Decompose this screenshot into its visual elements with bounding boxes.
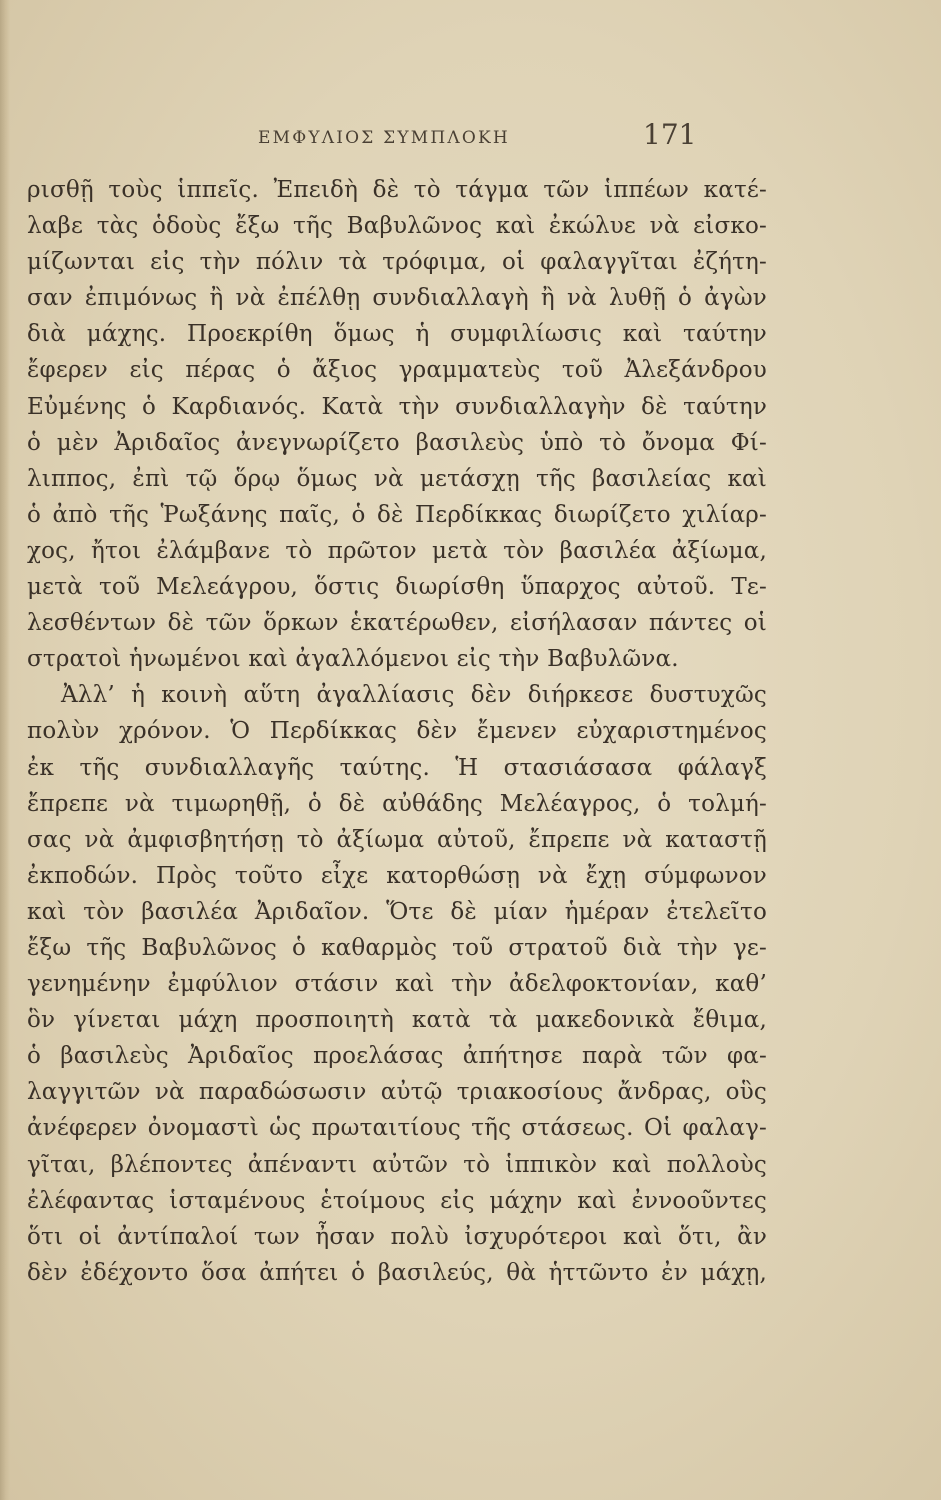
text-line: ρισθῇ τοὺς ἱππεῖς. Ἐπειδὴ δὲ τὸ τάγμα τῶν ἱππέων κατέ- xyxy=(27,177,767,203)
text-line: διὰ μάχης. Προεκρίθη ὅμως ἡ συμφιλίωσις καὶ ταύτην xyxy=(27,321,767,348)
text-line: ὃν γίνεται μάχη προσποιητὴ κατὰ τὰ μακεδονικὰ ἔθιμα, xyxy=(27,1007,767,1034)
text-line: λεσθέντων δὲ τῶν ὅρκων ἑκατέρωθεν, εἰσήλασαν πάντες οἱ xyxy=(27,610,767,637)
text-line: δὲν ἐδέχοντο ὅσα ἀπήτει ὁ βασιλεύς, θὰ ἡττῶντο ἐν μάχῃ, xyxy=(27,1259,767,1286)
text-line: σας νὰ ἀμφισβητήσῃ τὸ ἀξίωμα αὐτοῦ, ἔπρεπε νὰ καταστῇ xyxy=(27,826,767,853)
text-line: ἀνέφερεν ὀνομαστὶ ὡς πρωταιτίους τῆς στάσεως. Οἱ φαλαγ- xyxy=(27,1115,767,1142)
text-line: γενημένην ἐμφύλιον στάσιν καὶ τὴν ἀδελφοκτονίαν, καθ’ xyxy=(27,971,767,998)
text-line: καὶ τὸν βασιλέα Ἀριδαῖον. Ὅτε δὲ μίαν ἡμέραν ἐτελεῖτο xyxy=(27,898,767,925)
text-line: μετὰ τοῦ Μελεάγρου, ὅστις διωρίσθη ὕπαρχος αὐτοῦ. Τε- xyxy=(27,574,767,601)
text-line: χος, ἤτοι ἐλάμβανε τὸ πρῶτον μετὰ τὸν βασιλέα ἀξίωμα, xyxy=(27,537,767,564)
page-number: 171 xyxy=(643,118,697,151)
text-line: στρατοὶ ἡνωμένοι καὶ ἀγαλλόμενοι εἰς τὴν Βαβυλῶνα. xyxy=(27,646,679,673)
text-line: λαβε τὰς ὁδοὺς ἔξω τῆς Βαβυλῶνος καὶ ἐκώλυε νὰ εἰσκο- xyxy=(27,213,767,240)
text-line: ἐκποδών. Πρὸς τοῦτο εἶχε κατορθώσῃ νὰ ἔχῃ σύμφωνον xyxy=(27,862,767,889)
text-line: λαγγιτῶν νὰ παραδώσωσιν αὐτῷ τριακοσίους ἄνδρας, οὓς xyxy=(27,1079,767,1106)
text-line: ἐκ τῆς συνδιαλλαγῆς ταύτης. Ἡ στασιάσασα φάλαγξ xyxy=(27,754,767,781)
text-line-paragraph-start: Ἀλλ’ ἡ κοινὴ αὕτη ἀγαλλίασις δὲν διήρκεσε δυστυχῶς xyxy=(61,682,767,709)
text-line: ὅτι οἱ ἀντίπαλοί των ἦσαν πολὺ ἰσχυρότεροι καὶ ὅτι, ἂν xyxy=(27,1223,767,1250)
text-line: ὁ βασιλεὺς Ἀριδαῖος προελάσας ἀπήτησε παρὰ τῶν φα- xyxy=(27,1043,767,1070)
text-line: μίζωνται εἰς τὴν πόλιν τὰ τρόφιμα, οἱ φαλαγγῖται ἐζήτη- xyxy=(27,249,767,276)
page-edge-shadow xyxy=(0,0,10,1500)
text-line: ἔξω τῆς Βαβυλῶνος ὁ καθαρμὸς τοῦ στρατοῦ διὰ τὴν γε- xyxy=(27,934,767,961)
text-line: σαν ἐπιμόνως ἢ νὰ ἐπέλθῃ συνδιαλλαγὴ ἢ νὰ λυθῇ ὁ ἀγὼν xyxy=(27,285,767,312)
text-line: Εὐμένης ὁ Καρδιανός. Κατὰ τὴν συνδιαλλαγὴν δὲ ταύτην xyxy=(27,393,767,420)
text-line: ὁ ἀπὸ τῆς Ῥωξάνης παῖς, ὁ δὲ Περδίκκας διωρίζετο χιλίαρ- xyxy=(27,501,767,528)
text-line: πολὺν χρόνον. Ὁ Περδίκκας δὲν ἔμενεν εὐχαριστημένος xyxy=(27,718,767,745)
running-head: ΕΜΦΥΛΙΟΣ ΣΥΜΠΛΟΚΗ xyxy=(258,128,510,148)
text-line: ἐλέφαντας ἱσταμένους ἑτοίμους εἰς μάχην καὶ ἐννοοῦντες xyxy=(27,1187,767,1214)
text-line: ἔπρεπε νὰ τιμωρηθῇ, ὁ δὲ αὐθάδης Μελέαγρος, ὁ τολμή- xyxy=(27,790,767,817)
text-line: λιππος, ἐπὶ τῷ ὅρῳ ὅμως νὰ μετάσχῃ τῆς βασιλείας καὶ xyxy=(27,465,767,492)
text-line: ὁ μὲν Ἀριδαῖος ἀνεγνωρίζετο βασιλεὺς ὑπὸ τὸ ὄνομα Φί- xyxy=(27,429,767,456)
body-text xyxy=(27,172,767,1291)
text-line: ἔφερεν εἰς πέρας ὁ ἄξιος γραμματεὺς τοῦ Ἀλεξάνδρου xyxy=(27,357,767,384)
text-line: γῖται, βλέποντες ἀπέναντι αὐτῶν τὸ ἱππικὸν καὶ πολλοὺς xyxy=(27,1151,767,1178)
